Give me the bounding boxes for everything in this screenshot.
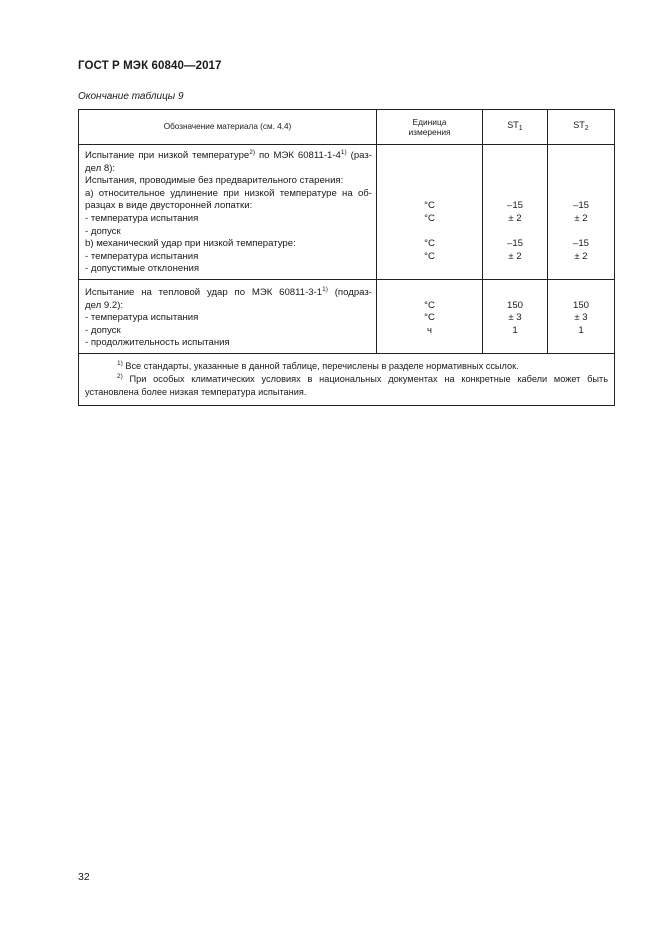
section2-description [79,279,377,353]
st1-value: ± 3 [508,312,522,324]
section1-st2 [548,145,615,280]
section1-line: разцах в виде двусторонней лопатки: [85,200,253,212]
text: Испытание на тепловой удар по МЭК 60811-3-1 [85,286,323,298]
unit-value: °C [424,312,435,324]
section1-line: - допустимые отклонения [85,263,200,275]
footnote-mark: 1) [117,359,123,367]
section1-line: дел 8): [85,162,116,174]
unit-value: ч [427,324,432,336]
section2-line: - допуск [85,324,121,336]
section2-line: - продолжительность испытания [85,337,230,349]
header-st1-base: ST [507,119,519,130]
header-unit [377,110,483,145]
st1-value: 1 [512,324,518,336]
header-st2-base: ST [573,119,585,130]
section1-line: - температура испытания [85,212,199,224]
text: (подраз- [327,286,372,298]
section1-st1 [483,145,548,280]
text: (раз- [346,150,372,161]
section2-st2 [548,279,615,353]
section2-line: - температура испытания [85,312,199,324]
page-number: 32 [78,871,90,883]
header-unit-line2: измерения [408,127,451,137]
header-unit-line1: Единица [412,116,447,127]
st1-value: –15 [506,238,523,250]
unit-value: °C [424,212,435,224]
footnote-ref: 1) [340,149,347,156]
unit-value: °C [424,250,435,262]
section1-units [377,145,483,280]
section1-description [79,145,377,280]
section1-line: - температура испытания [85,250,199,262]
st1-value: –15 [506,200,523,212]
section2-st1 [483,279,548,353]
table-caption: Окончание таблицы 9 [78,91,184,102]
st1-value: 150 [506,299,523,311]
st2-value: ± 3 [574,312,588,324]
text: Испытание при низкой температуре [85,150,250,161]
section2-line: дел 9.2): [85,299,124,311]
footnote-mark: 2) [117,373,123,381]
materials-table [78,109,615,406]
st2-value: 150 [572,299,589,311]
footnote-ref: 1) [322,285,328,293]
st2-value: ± 2 [574,250,588,262]
footnote-text: Все стандарты, указанные в данной таблице, перечислены в разделе нормативных ссылок. [122,360,519,371]
footnote-2 [85,373,608,399]
section1-line: - допуск [85,225,121,237]
section1-line: Испытания, проводимые без предварительного старения: [85,175,344,187]
section2-units [377,279,483,353]
document-header: ГОСТ Р МЭК 60840—2017 [78,60,222,72]
st2-value: –15 [572,238,589,250]
section2-line [85,287,372,300]
table-row [79,279,615,353]
unit-value: °C [424,238,435,250]
st1-value: ± 2 [508,250,522,262]
footnote-ref: 2) [249,149,256,156]
st2-value: ± 2 [574,212,588,224]
st2-value: –15 [572,200,589,212]
header-st2 [548,110,615,145]
table-footnotes [79,353,615,405]
st2-value: 1 [578,324,584,336]
footnote-1 [85,360,608,373]
st1-value: ± 2 [508,212,522,224]
text: по МЭК 60811-1-4 [255,150,341,161]
section1-line: a) относительное удлинение при низкой температуре на об- [85,187,372,199]
footnotes-row [79,353,615,405]
section1-line [85,150,372,163]
section1-line: b) механический удар при низкой температуре: [85,238,296,250]
header-st1 [483,110,548,145]
header-material: Обозначение материала (см. 4.4) [79,110,377,145]
header-st2-sub: 2 [584,124,589,132]
header-st1-sub: 1 [518,124,523,132]
unit-value: °C [424,200,435,212]
footnote-text: При особых климатических условиях в национальных документах на конкретные кабели может быть установлена более низкая температура испытания. [85,374,608,398]
table-header-row [79,110,615,145]
unit-value: °C [424,299,435,311]
table-row [79,145,615,280]
